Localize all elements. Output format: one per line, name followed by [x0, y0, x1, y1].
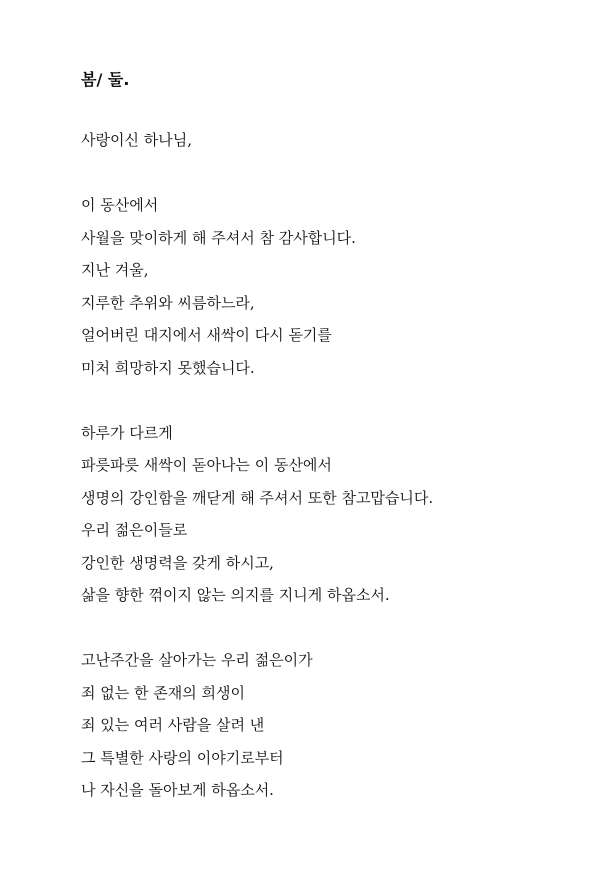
poem-line: 사월을 맞이하게 해 주셔서 참 감사합니다. [81, 228, 356, 247]
poem-line: 생명의 강인함을 깨닫게 해 주셔서 또한 참고맙습니다. [81, 488, 434, 507]
poem-body [81, 130, 581, 813]
poem-line: 고난주간을 살아가는 우리 젊은이가 [81, 651, 313, 669]
poem-line: 강인한 생명력을 갖게 하시고, [81, 553, 274, 572]
stanza-2 [81, 423, 581, 606]
stanza-break [81, 390, 581, 410]
poem-line: 삶을 향한 꺾이지 않는 의지를 지니게 하옵소서. [81, 586, 390, 604]
poem-line: 지루한 추위와 씨름하느라, [81, 293, 255, 312]
stanza-3 [81, 650, 581, 800]
poem-line: 미처 희망하지 못했습니다. [81, 358, 255, 377]
poem-line: 파릇파릇 새싹이 돋아나는 이 동산에서 [81, 456, 332, 474]
poem-line: 이 동산에서 [81, 196, 159, 214]
poem-greeting: 사랑이신 하나님, [81, 131, 192, 149]
poem-line: 우리 젊은이들로 [81, 521, 188, 539]
stanza-1 [81, 195, 581, 378]
stanza-break [81, 163, 581, 183]
poem-line: 죄 없는 한 존재의 희생이 [81, 683, 245, 702]
poem-line: 나 자신을 돌아보게 하옵소서. [81, 781, 274, 799]
poem-title: 봄/ 둘. [81, 70, 130, 89]
poem-line: 얼어버린 대지에서 새싹이 다시 돋기를 [81, 326, 332, 344]
poem-line: 그 특별한 사랑의 이야기로부터 [81, 748, 284, 767]
poem-line: 지난 겨울, [81, 261, 149, 279]
stanza-break [81, 618, 581, 638]
poem-line: 죄 있는 여러 사람을 살려 낸 [81, 716, 265, 734]
poem-line: 하루가 다르게 [81, 423, 173, 442]
